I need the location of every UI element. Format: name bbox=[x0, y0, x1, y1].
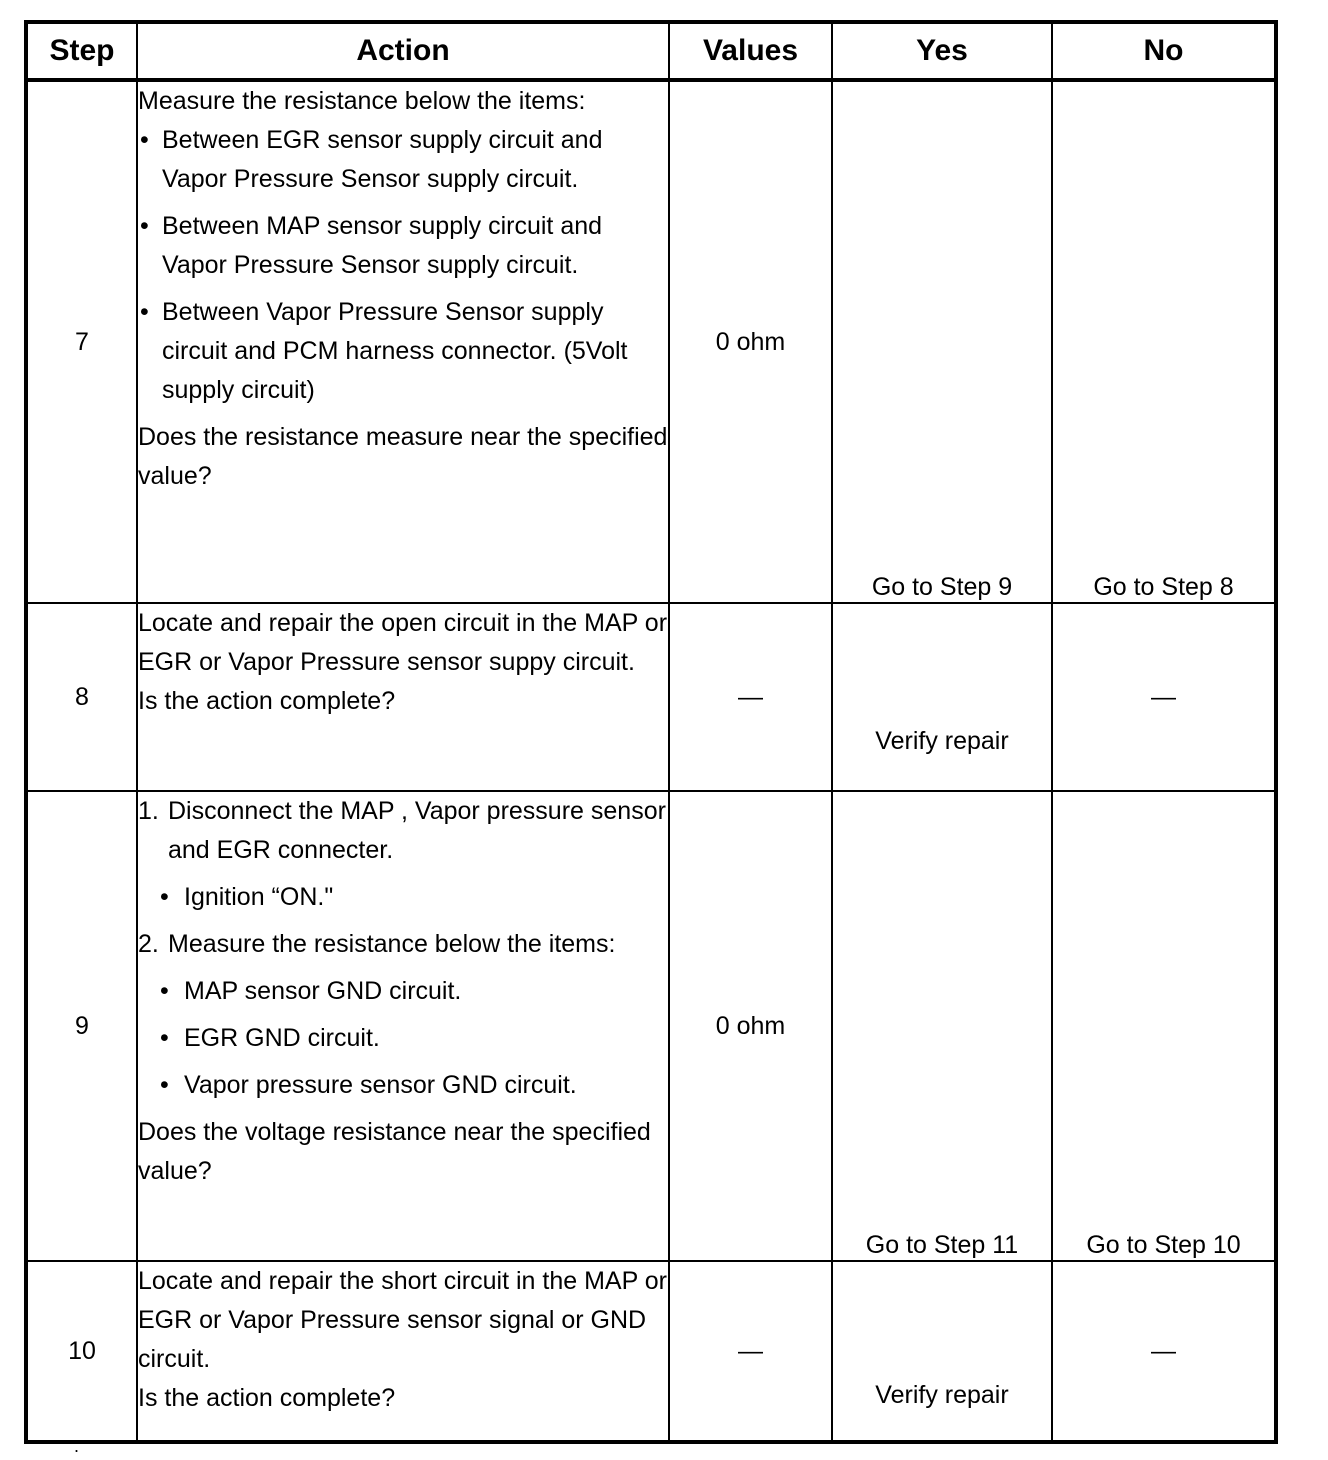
values-cell: 0 ohm bbox=[669, 791, 832, 1261]
bullet-text: Vapor pressure sensor GND circuit. bbox=[184, 1071, 577, 1099]
action-question: Does the resistance measure near the specified value? bbox=[138, 423, 668, 490]
table-row-step-7 bbox=[26, 80, 1276, 603]
action-cell bbox=[137, 1261, 669, 1442]
header-row bbox=[26, 22, 1276, 80]
empty-dash: — bbox=[738, 1336, 763, 1365]
item-text: Disconnect the MAP , Vapor pressure sensor and EGR connecter. bbox=[168, 797, 666, 864]
yes-cell: Verify repair bbox=[832, 603, 1052, 791]
action-bullet bbox=[138, 207, 668, 285]
sub-bullet bbox=[138, 1066, 668, 1105]
action-question: Is the action complete? bbox=[138, 687, 396, 715]
header-values: Values bbox=[669, 22, 832, 80]
header-action: Action bbox=[137, 22, 669, 80]
table-row-step-9 bbox=[26, 791, 1276, 1261]
sub-bullet bbox=[138, 1019, 668, 1058]
bullet-icon: • bbox=[160, 883, 169, 911]
diagnostic-table bbox=[24, 20, 1278, 1444]
numbered-item bbox=[138, 792, 668, 870]
sub-bullet bbox=[138, 878, 668, 917]
no-cell: Go to Step 10 bbox=[1052, 791, 1276, 1261]
bullet-text: EGR GND circuit. bbox=[184, 1024, 380, 1052]
values-cell bbox=[669, 1261, 832, 1442]
bullet-text: Between Vapor Pressure Sensor supply circuit and PCM harness connector. (5Volt supply circuit) bbox=[162, 298, 628, 404]
action-bullet bbox=[138, 293, 668, 410]
action-intro: Measure the resistance below the items: bbox=[138, 87, 586, 115]
action-bullet bbox=[138, 121, 668, 199]
action-cell bbox=[137, 80, 669, 603]
bullet-icon: • bbox=[140, 126, 149, 154]
header-no: No bbox=[1052, 22, 1276, 80]
bullet-text: Between MAP sensor supply circuit and Vapor Pressure Sensor supply circuit. bbox=[162, 212, 603, 279]
action-cell bbox=[137, 791, 669, 1261]
header-yes: Yes bbox=[832, 22, 1052, 80]
bullet-text: MAP sensor GND circuit. bbox=[184, 977, 462, 1005]
bullet-icon: • bbox=[160, 977, 169, 1005]
table-row-step-10 bbox=[26, 1261, 1276, 1442]
header-step: Step bbox=[26, 22, 137, 80]
step-number: 8 bbox=[26, 603, 137, 791]
step-number: 7 bbox=[26, 80, 137, 603]
sub-bullet bbox=[138, 972, 668, 1011]
item-number: 1. bbox=[138, 797, 159, 825]
action-text: Locate and repair the short circuit in the MAP or EGR or Vapor Pressure sensor signal or GND circuit. bbox=[138, 1267, 667, 1373]
bullet-text: Ignition “ON." bbox=[184, 883, 334, 911]
no-cell bbox=[1052, 603, 1276, 791]
values-cell: 0 ohm bbox=[669, 80, 832, 603]
table-row-step-8 bbox=[26, 603, 1276, 791]
step-number: 10 bbox=[26, 1261, 137, 1442]
action-text: Locate and repair the open circuit in the MAP or EGR or Vapor Pressure sensor suppy circuit. bbox=[138, 609, 668, 676]
values-cell bbox=[669, 603, 832, 791]
bullet-icon: • bbox=[140, 298, 149, 326]
yes-cell: Go to Step 11 bbox=[832, 791, 1052, 1261]
no-cell: Go to Step 8 bbox=[1052, 80, 1276, 603]
item-number: 2. bbox=[138, 930, 159, 958]
step-number: 9 bbox=[26, 791, 137, 1261]
empty-dash: — bbox=[738, 682, 763, 711]
bullet-icon: • bbox=[160, 1071, 169, 1099]
empty-dash: — bbox=[1151, 682, 1176, 711]
yes-cell: Go to Step 9 bbox=[832, 80, 1052, 603]
numbered-item bbox=[138, 925, 668, 964]
action-question: Is the action complete? bbox=[138, 1384, 396, 1412]
empty-dash: — bbox=[1151, 1336, 1176, 1365]
bullet-text: Between EGR sensor supply circuit and Vapor Pressure Sensor supply circuit. bbox=[162, 126, 603, 193]
bullet-icon: • bbox=[160, 1024, 169, 1052]
no-cell bbox=[1052, 1261, 1276, 1442]
bullet-icon: • bbox=[140, 212, 149, 240]
item-text: Measure the resistance below the items: bbox=[168, 930, 616, 958]
action-question: Does the voltage resistance near the specified value? bbox=[138, 1118, 651, 1185]
yes-cell: Verify repair bbox=[832, 1261, 1052, 1442]
footer-mark: . bbox=[74, 1436, 80, 1456]
action-cell bbox=[137, 603, 669, 791]
